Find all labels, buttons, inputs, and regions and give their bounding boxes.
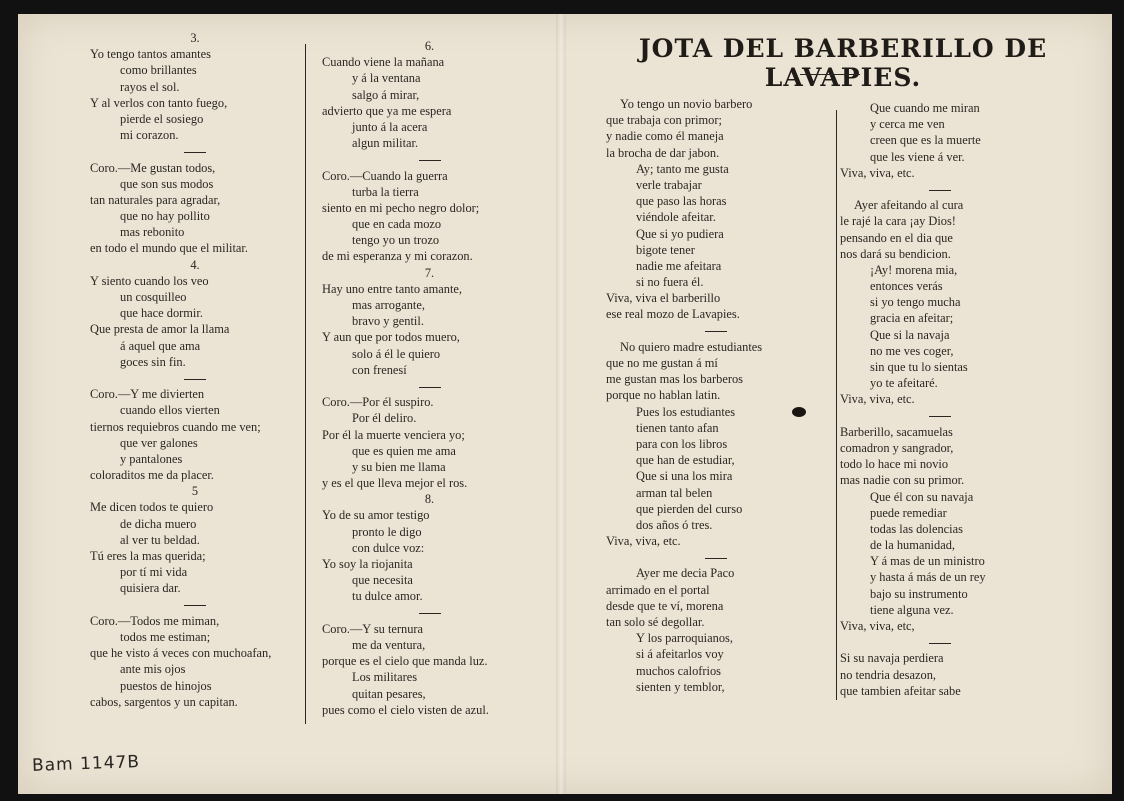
verse-line: Pues los estudiantes — [636, 404, 736, 419]
verse-line: salgo á mirar, — [352, 87, 420, 102]
verse-line: tiene alguna vez. — [870, 602, 954, 617]
stanza-number: 5 — [191, 484, 199, 499]
stanza-divider — [840, 408, 1040, 424]
verse-line: junto á la acera — [352, 119, 428, 134]
stanza-divider — [606, 549, 826, 565]
verse-line: tienen tanto afan — [636, 420, 719, 435]
verse-line: creen que es la muerte — [870, 133, 981, 148]
verse-line: Barberillo, sacamuelas — [840, 424, 953, 439]
verse-line: tu dulce amor. — [352, 589, 423, 604]
verse-line: y su bien me llama — [352, 459, 446, 474]
shelfmark: Bam 1147B — [31, 752, 141, 776]
verse-line: Viva, viva, etc. — [840, 165, 915, 180]
verse-line: que hace dormir. — [120, 306, 203, 321]
verse-line: Cuando viene la mañana — [322, 55, 445, 70]
stanza-number: 6. — [424, 39, 435, 53]
verse-line: Tú eres la mas querida; — [90, 549, 206, 563]
verse-line: de mi esperanza y mi corazon. — [322, 249, 473, 264]
verse-line: pierde el sosiego — [120, 111, 204, 126]
verse-line: y nadie como él maneja — [606, 129, 724, 144]
verse-line: mas arrogante, — [352, 298, 425, 312]
verse-line: Yo soy la riojanita — [322, 557, 413, 571]
verse-line: y es el que lleva mejor el ros. — [322, 476, 468, 491]
stanza-divider — [840, 181, 1040, 197]
verse-line: que en cada mozo — [352, 217, 442, 232]
verse-line: que pierden del curso — [636, 501, 743, 516]
verse-line: que tambien afeitar sabe — [840, 683, 961, 698]
verse-line: ante mis ojos — [120, 662, 186, 677]
verse-line: todo lo hace mi novio — [840, 457, 949, 472]
stanza-divider — [90, 370, 300, 386]
verse-line: Y siento cuando los veo — [90, 273, 209, 288]
verse-line: Viva, viva, etc. — [840, 392, 915, 407]
verse-line: al ver tu beldad. — [120, 532, 200, 547]
verse-line: Y á mas de un ministro — [870, 554, 985, 569]
verse-line: goces sin fin. — [120, 354, 186, 369]
verse-line: y á la ventana — [352, 71, 421, 86]
verse-line: y pantalones — [120, 451, 183, 466]
verse-line: puede remediar — [870, 505, 947, 520]
title-rule — [800, 74, 860, 75]
verse-line: que trabaja con primor; — [606, 113, 722, 128]
column-divider-right — [836, 110, 837, 700]
verse-line: Y al verlos con tanto fuego, — [90, 95, 228, 110]
verse-line: Coro.—Y me divierten — [90, 387, 205, 402]
stanza-number: 4. — [190, 257, 200, 272]
stanza-divider — [322, 151, 537, 167]
verse-line: Que si yo pudiera — [636, 226, 724, 241]
verse-line: tengo yo un trozo — [352, 233, 440, 248]
verse-line: puestos de hinojos — [120, 678, 212, 693]
verse-line: Y los parroquianos, — [636, 631, 733, 646]
verse-line: quitan pesares, — [352, 686, 426, 701]
verse-line: Coro.—Me gustan todos, — [90, 160, 216, 175]
verse-line: y hasta á más de un rey — [870, 570, 986, 585]
verse-line: Por él deliro. — [352, 411, 417, 426]
verse-line: Viva, viva, etc, — [840, 619, 915, 633]
verse-line: bravo y gentil. — [352, 314, 424, 329]
verse-line: porque no hablan latin. — [606, 388, 721, 403]
verse-line: con frenesí — [352, 362, 407, 377]
verse-line: de la humanidad, — [870, 538, 955, 553]
verse-line: Yo tengo tantos amantes — [90, 47, 211, 62]
verse-line: si á afeitarlos voy — [636, 647, 724, 662]
verse-line: mas nadie con su primor. — [840, 473, 965, 488]
stanza-divider — [90, 143, 300, 159]
verse-line: de dicha muero — [120, 516, 197, 531]
verse-line: le rajé la cara ¡ay Dios! — [840, 214, 956, 229]
poem-column-right — [840, 100, 1040, 699]
verse-line: me da ventura, — [352, 637, 426, 652]
verse-line: que son sus modos — [120, 176, 214, 191]
verse-line: coloraditos me da placer. — [90, 468, 214, 483]
verse-line: sin que tu lo sientas — [870, 360, 968, 374]
ink-blot — [792, 407, 806, 417]
stanza-divider — [322, 605, 537, 621]
verse-line: que no me gustan á mí — [606, 356, 718, 370]
verse-line: algun militar. — [352, 136, 419, 151]
verse-line: arrimado en el portal — [606, 582, 710, 597]
verse-line: pues como el cielo visten de azul. — [322, 702, 489, 717]
verse-line: porque es el cielo que manda luz. — [322, 654, 488, 669]
verse-line: ese real mozo de Lavapies. — [606, 307, 740, 322]
poem-column-left — [90, 30, 300, 710]
verse-line: mi corazon. — [120, 128, 179, 143]
verse-line: Y aun que por todos muero, — [322, 330, 460, 345]
verse-line: Ay; tanto me gusta — [636, 161, 729, 176]
verse-line: cuando ellos vierten — [120, 403, 220, 418]
verse-line: Coro.—Y su ternura — [322, 621, 424, 636]
verse-line: todas las dolencias — [870, 521, 963, 536]
center-fold — [556, 14, 566, 794]
verse-line: no tendria desazon, — [840, 667, 936, 682]
verse-line: entonces verás — [870, 279, 943, 294]
verse-line: Ayer afeitando al cura — [854, 198, 964, 213]
verse-line: si yo tengo mucha — [870, 295, 961, 310]
verse-line: Ayer me decia Paco — [636, 566, 735, 581]
verse-line: todos me estiman; — [120, 629, 211, 644]
verse-line: muchos calofrios — [636, 663, 721, 678]
verse-line: ¡Ay! morena mia, — [870, 262, 958, 277]
verse-line: me gustan mas los barberos — [606, 372, 743, 387]
verse-line: Que si la navaja — [870, 327, 950, 342]
verse-line: mas rebonito — [120, 225, 185, 240]
verse-line: bajo su instrumento — [870, 586, 968, 601]
stanza-number: 8. — [424, 492, 435, 507]
verse-line: gracia en afeitar; — [870, 311, 954, 326]
verse-line: en todo el mundo que el militar. — [90, 241, 248, 256]
verse-line: no me ves coger, — [870, 343, 954, 358]
verse-line: que no hay pollito — [120, 209, 210, 224]
verse-line: advierto que ya me espera — [322, 103, 452, 118]
verse-line: Viva, viva el barberillo — [606, 291, 721, 306]
verse-line: como brillantes — [120, 63, 197, 78]
verse-line: por tí mi vida — [120, 565, 188, 580]
verse-line: quisiera dar. — [120, 581, 181, 596]
verse-line: la brocha de dar jabon. — [606, 145, 720, 160]
stanza-divider — [90, 597, 300, 613]
verse-line: Coro.—Cuando la guerra — [322, 168, 448, 183]
verse-line: que han de estudiar, — [636, 453, 735, 468]
verse-line: para con los libros — [636, 436, 728, 451]
verse-line: solo á él le quiero — [352, 346, 441, 361]
verse-line: Que él con su navaja — [870, 489, 974, 504]
verse-line: que les viene á ver. — [870, 149, 965, 164]
verse-line: siento en mi pecho negro dolor; — [322, 200, 480, 215]
verse-line: No quiero madre estudiantes — [620, 339, 763, 354]
verse-line: Si su navaja perdiera — [840, 651, 944, 666]
verse-line: Me dicen todos te quiero — [90, 500, 214, 515]
verse-line: rayos el sol. — [120, 79, 180, 94]
poem-column-center-right — [606, 96, 826, 695]
stanza-divider — [840, 634, 1040, 650]
verse-line: Que si una los mira — [636, 469, 733, 484]
broadside-sheet — [18, 14, 1112, 794]
verse-line: turba la tierra — [352, 184, 419, 199]
verse-line: tan naturales para agradar, — [90, 192, 221, 207]
verse-line: viéndole afeitar. — [636, 210, 716, 225]
verse-line: nos dará su bendicion. — [840, 246, 951, 261]
verse-line: que ver galones — [120, 435, 198, 450]
verse-line: Que cuando me miran — [870, 101, 980, 115]
verse-line: Viva, viva, etc. — [606, 534, 681, 549]
verse-line: Yo tengo un novio barbero — [620, 97, 753, 111]
verse-line: que necesita — [352, 573, 413, 588]
verse-line: yo te afeitaré. — [870, 376, 938, 391]
song-title: JOTA DEL BARBERILLO DE LAVAPIES. — [638, 34, 1048, 92]
verse-line: Por él la muerte venciera yo; — [322, 427, 465, 442]
stanza-number: 3. — [190, 31, 200, 45]
verse-line: Coro.—Todos me miman, — [90, 613, 220, 628]
column-divider — [305, 44, 306, 724]
verse-line: verle trabajar — [636, 177, 702, 192]
verse-line: nadie me afeitara — [636, 258, 722, 273]
verse-line: y cerca me ven — [870, 117, 945, 132]
verse-line: Hay uno entre tanto amante, — [322, 281, 463, 296]
verse-line: dos años ó tres. — [636, 517, 713, 532]
verse-line: pensando en el dia que — [840, 230, 953, 245]
verse-line: pronto le digo — [352, 524, 422, 539]
verse-line: que he visto á veces con muchoafan, — [90, 646, 272, 661]
verse-line: tiernos requiebros cuando me ven; — [90, 419, 261, 434]
verse-line: á aquel que ama — [120, 338, 201, 353]
verse-line: sienten y temblor, — [636, 679, 725, 694]
verse-line: Los militares — [352, 670, 418, 685]
poem-column-center-left — [322, 38, 537, 718]
verse-line: Que presta de amor la llama — [90, 322, 230, 337]
verse-line: desde que te ví, morena — [606, 598, 724, 613]
stanza-divider — [322, 378, 537, 394]
verse-line: arman tal belen — [636, 485, 713, 500]
verse-line: que es quien me ama — [352, 443, 456, 458]
verse-line: bigote tener — [636, 242, 695, 257]
verse-line: con dulce voz: — [352, 540, 425, 555]
verse-line: si no fuera él. — [636, 275, 704, 290]
verse-line: Yo de su amor testigo — [322, 508, 430, 523]
verse-line: que paso las horas — [636, 194, 727, 209]
verse-line: un cosquilleo — [120, 290, 187, 304]
stanza-number: 7. — [424, 265, 435, 280]
verse-line: tan solo sé degollar. — [606, 615, 705, 629]
verse-line: cabos, sargentos y un capitan. — [90, 694, 238, 709]
verse-line: Coro.—Por él suspiro. — [322, 395, 434, 410]
verse-line: comadron y sangrador, — [840, 440, 954, 455]
stanza-divider — [606, 323, 826, 339]
